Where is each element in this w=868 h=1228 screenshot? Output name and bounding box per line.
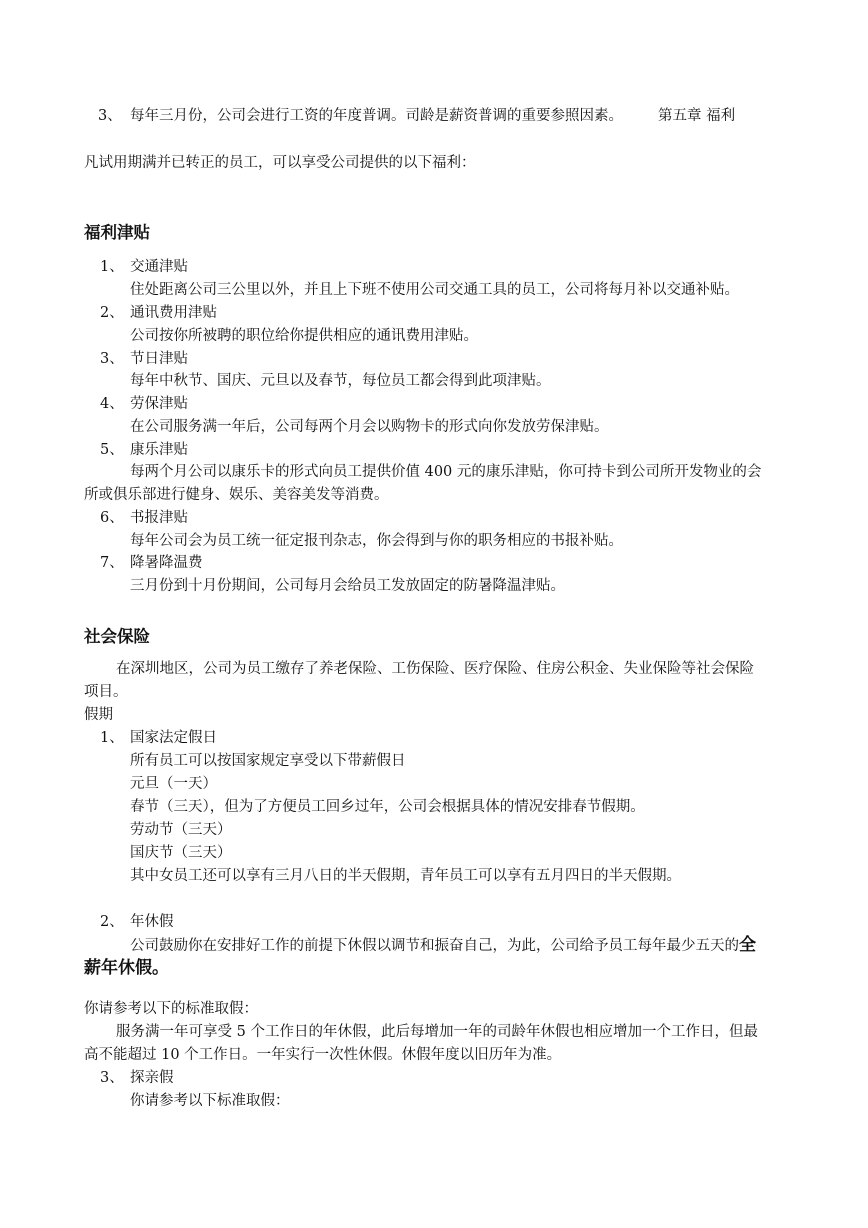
chapter-title: 第五章 福利 [658, 108, 736, 124]
item-desc: 你请参考以下标准取假： [130, 1093, 290, 1109]
item-desc: 劳动节（三天） [130, 822, 232, 838]
item-desc: 其中女员工还可以享有三月八日的半天假期，青年员工可以享有五月四日的半天假期。 [130, 868, 681, 884]
section-heading-welfare: 福利津贴 [84, 223, 150, 242]
item-number: 1、 [100, 259, 124, 275]
item-number: 3、 [98, 108, 122, 124]
item-desc: 每年公司会为员工统一征定报刊杂志，你会得到与你的职务相应的书报补贴。 [130, 533, 623, 549]
item-desc [130, 935, 756, 956]
paragraph-text: 每年三月份，公司会进行工资的年度普调。司龄是薪资普调的重要参照因素。 [130, 108, 623, 124]
item-title: 书报津贴 [130, 510, 188, 526]
item-desc: 住处距离公司三公里以外，并且上下班不使用公司交通工具的员工，公司将每月补以交通补贴。 [130, 282, 739, 298]
item-title: 节日津贴 [130, 351, 188, 367]
section-heading-insurance: 社会保险 [84, 627, 150, 646]
paragraph-text: 项目。 [84, 684, 128, 700]
item-desc: 所有员工可以按国家规定享受以下带薪假日 [130, 753, 406, 769]
paragraph-text: 在深圳地区，公司为员工缴存了养老保险、工伤保险、医疗保险、住房公积金、失业保险等社会保险 [116, 661, 754, 677]
item-number: 5、 [100, 442, 124, 458]
item-desc: 元旦（一天） [130, 776, 217, 792]
item-number: 1、 [100, 730, 124, 746]
paragraph-text: 服务满一年可享受 5 个工作日的年休假，此后每增加一年的司龄年休假也相应增加一个工作日，但最 [116, 1024, 758, 1040]
item-title: 探亲假 [130, 1070, 174, 1086]
item-number: 6、 [100, 510, 124, 526]
item-title: 康乐津贴 [130, 442, 188, 458]
item-desc-text: 公司鼓励你在安排好工作的前提下休假以调节和振奋自己，为此，公司给予员工每年最少五天的 [130, 938, 739, 954]
section-heading-leave: 假期 [84, 707, 113, 723]
item-desc: 春节（三天），但为了方便员工回乡过年，公司会根据具体的情况安排春节假期。 [130, 799, 645, 815]
item-desc: 三月份到十月份期间，公司每月会给员工发放固定的防暑降温津贴。 [130, 578, 565, 594]
item-title: 交通津贴 [130, 259, 188, 275]
item-title: 通讯费用津贴 [130, 305, 217, 321]
paragraph-text: 你请参考以下的标准取假： [84, 1001, 258, 1017]
bold-text: 薪年休假。 [84, 958, 169, 978]
paragraph-text: 高不能超过 10 个工作日。一年实行一次性休假。休假年度以旧历年为准。 [84, 1047, 562, 1063]
intro-text: 凡试用期满并已转正的员工，可以享受公司提供的以下福利： [84, 155, 476, 171]
item-number: 7、 [100, 555, 124, 571]
item-desc: 每年中秋节、国庆、元旦以及春节，每位员工都会得到此项津贴。 [130, 373, 551, 389]
item-number: 3、 [100, 351, 124, 367]
item-title: 国家法定假日 [130, 730, 217, 746]
item-desc: 在公司服务满一年后，公司每两个月会以购物卡的形式向你发放劳保津贴。 [130, 419, 609, 435]
item-title: 年休假 [130, 914, 174, 930]
item-desc: 每两个月公司以康乐卡的形式向员工提供价值 400 元的康乐津贴，你可持卡到公司所开发物业的会 [130, 464, 762, 480]
bold-text: 全 [739, 935, 756, 955]
item-number: 4、 [100, 396, 124, 412]
item-number: 2、 [100, 305, 124, 321]
item-desc: 国庆节（三天） [130, 845, 232, 861]
item-number: 3、 [100, 1070, 124, 1086]
item-number: 2、 [100, 914, 124, 930]
item-title: 劳保津贴 [130, 396, 188, 412]
item-desc: 公司按你所被聘的职位给你提供相应的通讯费用津贴。 [130, 328, 478, 344]
item-title: 降暑降温费 [130, 555, 203, 571]
item-desc: 所或俱乐部进行健身、娱乐、美容美发等消费。 [84, 487, 389, 503]
